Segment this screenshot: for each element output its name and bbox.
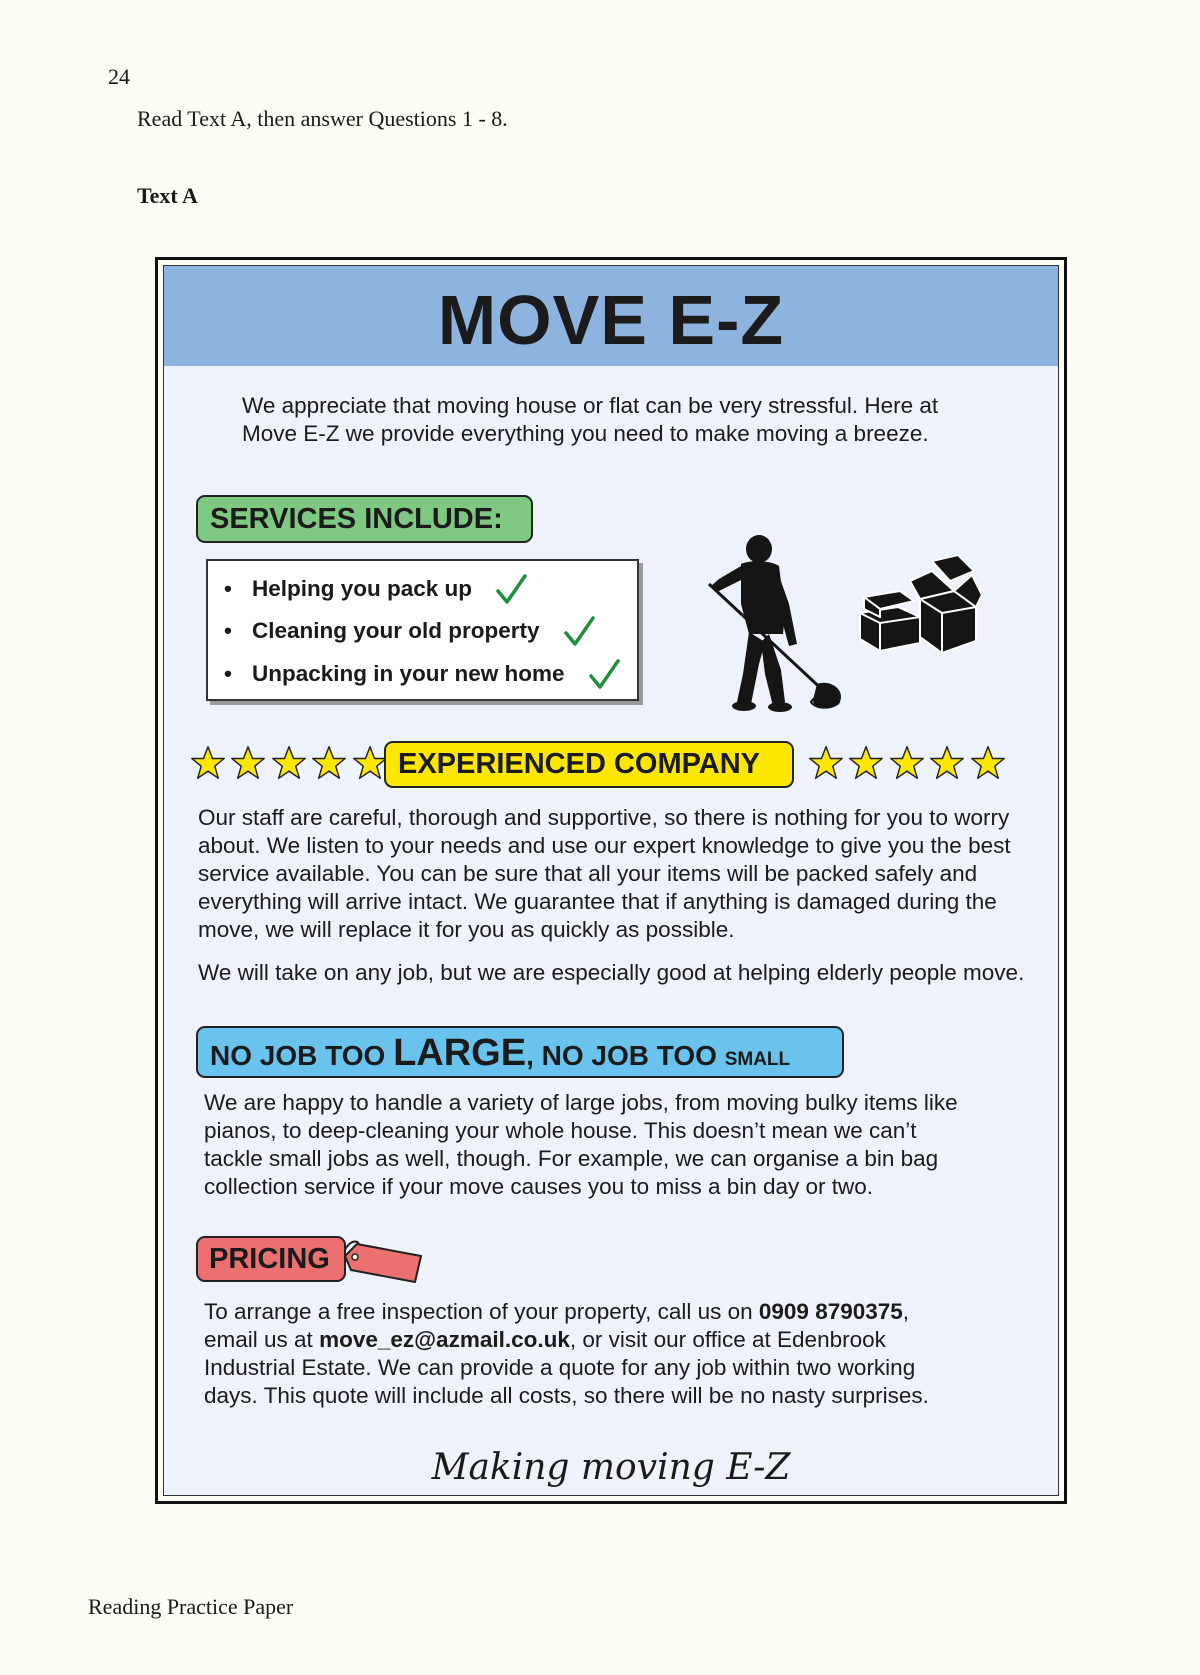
- text-a-label: Text A: [137, 183, 198, 208]
- text-run: ,: [902, 1299, 910, 1324]
- paragraph-line: pianos, to deep-cleaning your whole house. This doesn’t mean we can’t: [204, 1118, 917, 1143]
- large-jobs-paragraph: [204, 1089, 958, 1201]
- paragraph-line: tackle small jobs as well, though. For example, we can organise a bin bag: [204, 1146, 939, 1171]
- flyer-title: MOVE E-Z: [437, 281, 785, 359]
- paragraph-line: Industrial Estate. We can provide a quote for any job within two working: [204, 1355, 916, 1380]
- elderly-paragraph: We will take on any job, but we are especially good at helping elderly people move.: [198, 960, 1025, 985]
- star-icon: [271, 744, 307, 782]
- slogan: Making moving E-Z: [431, 1447, 791, 1488]
- heading-part-large: LARGE: [393, 1032, 527, 1074]
- experienced-paragraph: [198, 804, 1011, 944]
- phone-number: 0909 8790375: [758, 1299, 903, 1324]
- page-number: 24: [108, 64, 130, 89]
- service-item-label: Helping you pack up: [252, 576, 473, 601]
- paragraph-line: Our staff are careful, thorough and supportive, so there is nothing for you to worry: [198, 805, 1010, 830]
- text-run: To arrange a free inspection of your property, call us on: [204, 1299, 759, 1324]
- footer-text: Reading Practice Paper: [88, 1594, 294, 1619]
- paragraph-line: everything will arrive intact. We guarantee that if anything is damaged during the: [198, 889, 997, 914]
- services-list: [206, 559, 639, 701]
- text-run: , or visit our office at Edenbrook: [569, 1327, 886, 1352]
- star-icon: [889, 744, 925, 782]
- paragraph-line: service available. You can be sure that all your items will be packed safely and: [198, 861, 978, 886]
- email-address: move_ez@azmail.co.uk: [319, 1327, 570, 1352]
- bullet: •: [224, 661, 232, 686]
- star-icon: [929, 744, 965, 782]
- paragraph-line: [204, 1326, 929, 1354]
- experienced-heading: EXPERIENCED COMPANY: [384, 741, 794, 788]
- heading-part-small: SMALL: [724, 1049, 791, 1070]
- flyer-inner: [163, 265, 1059, 1496]
- instruction-text: Read Text A, then answer Questions 1 - 8.: [137, 106, 508, 131]
- paragraph-line: move, we will replace it for you as quickly as possible.: [198, 917, 735, 942]
- paragraph-line: [204, 1298, 929, 1326]
- paragraph-line: collection service if your move causes you to miss a bin day or two.: [204, 1174, 874, 1199]
- check-icon: [587, 658, 621, 692]
- pricing-paragraph: [204, 1298, 929, 1410]
- paragraph-line: about. We listen to your needs and use our expert knowledge to give you the best: [198, 833, 1011, 858]
- star-icon: [190, 744, 226, 782]
- pricing-heading: PRICING: [196, 1236, 346, 1282]
- service-item: [224, 611, 596, 651]
- stars-left: [190, 744, 388, 784]
- check-icon: [562, 615, 596, 649]
- intro-line: Move E-Z we provide everything you need to make moving a breeze.: [242, 421, 929, 446]
- paragraph-line: days. This quote will include all costs, so there will be no nasty surprises.: [204, 1383, 929, 1408]
- moving-boxes-icon: [854, 551, 984, 656]
- bullet: •: [224, 576, 232, 601]
- services-heading: SERVICES INCLUDE:: [196, 495, 533, 543]
- star-icon: [848, 744, 884, 782]
- intro-line: We appreciate that moving house or flat can be very stressful. Here at: [242, 393, 939, 418]
- service-item: [224, 569, 528, 609]
- large-jobs-heading: [196, 1026, 844, 1078]
- price-tag-icon: [339, 1236, 425, 1286]
- text-run: email us at: [204, 1327, 320, 1352]
- star-icon: [311, 744, 347, 782]
- star-icon: [230, 744, 266, 782]
- title-bar: [164, 266, 1058, 366]
- service-item: [224, 654, 621, 694]
- star-icon: [808, 744, 844, 782]
- paragraph-line: We are happy to handle a variety of large jobs, from moving bulky items like: [204, 1090, 958, 1115]
- heading-part: , NO JOB TOO: [526, 1040, 725, 1071]
- star-icon: [970, 744, 1006, 782]
- check-icon: [494, 573, 528, 607]
- star-icon: [352, 744, 388, 782]
- service-item-label: Unpacking in your new home: [252, 661, 565, 686]
- flyer: [155, 257, 1067, 1504]
- cleaning-person-icon: [689, 534, 849, 714]
- service-item-label: Cleaning your old property: [252, 618, 540, 643]
- heading-part: NO JOB TOO: [210, 1040, 394, 1071]
- intro-paragraph: [242, 392, 938, 448]
- stars-right: [808, 744, 1006, 784]
- bullet: •: [224, 618, 232, 643]
